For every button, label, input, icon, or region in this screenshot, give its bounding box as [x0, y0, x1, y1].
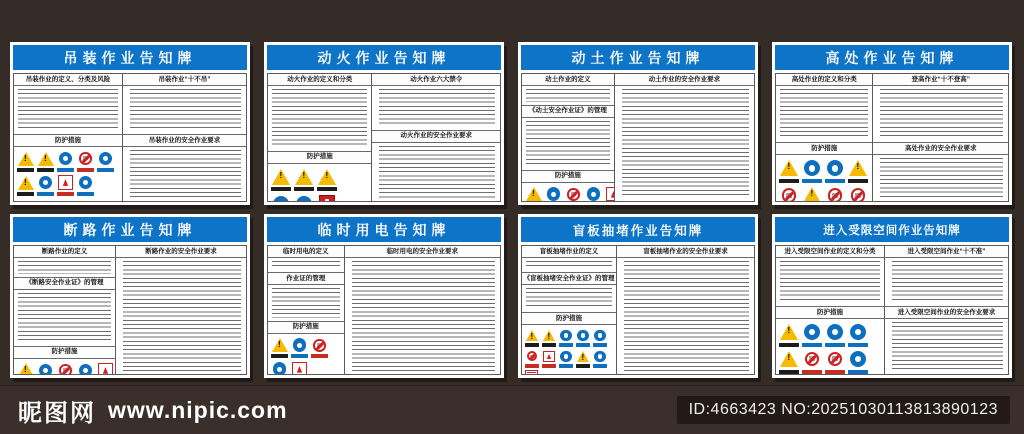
- section-header: 防护措施: [14, 134, 122, 147]
- site-logo-text: 昵图网: [18, 399, 96, 427]
- warning-triangle-icon: [525, 329, 539, 347]
- board-content: [13, 73, 247, 202]
- prohibition-red-circle-icon: [802, 350, 822, 374]
- body-text-lines: [624, 261, 749, 371]
- mandatory-blue-circle-icon: [802, 323, 822, 347]
- site-url-text: www.nipic.com: [108, 396, 288, 423]
- section: [123, 134, 246, 201]
- section: [522, 246, 616, 272]
- icon-caption-bar: [802, 343, 822, 347]
- mandatory-blue-circle-icon: [37, 175, 54, 196]
- prohibition-red-circle-icon: [779, 186, 799, 201]
- mandatory-blue-circle-icon: [825, 159, 845, 183]
- notice-board-earthwork: [518, 42, 758, 205]
- mandatory-blue-circle-icon: [802, 159, 822, 183]
- icon-caption-bar: [542, 343, 556, 347]
- board-content: [775, 73, 1009, 202]
- section: [615, 74, 754, 201]
- icon-row: [271, 194, 337, 201]
- icon-caption-bar: [291, 354, 308, 358]
- warning-triangle-icon: [271, 337, 288, 358]
- right-column: [615, 74, 754, 201]
- left-column: [14, 74, 123, 201]
- warning-triangle-icon: [17, 362, 34, 374]
- icon-caption-bar: [559, 343, 573, 347]
- mandatory-blue-circle-icon: [559, 329, 573, 347]
- section: [268, 151, 371, 201]
- icon-caption-bar: [576, 343, 590, 347]
- warning-triangle-icon: [17, 175, 34, 196]
- prohibition-red-circle-icon: [311, 337, 328, 358]
- icon-caption-bar: [525, 343, 539, 347]
- right-column: [873, 74, 1008, 201]
- icon-caption-bar: [97, 168, 114, 172]
- section: [617, 246, 754, 374]
- left-column: [268, 74, 372, 201]
- board-title: 吊装作业告知牌: [13, 45, 247, 70]
- right-column: [116, 246, 246, 374]
- icon-row: [779, 350, 868, 374]
- body-text-lines: [892, 261, 1003, 303]
- red-notice-sign-icon: [57, 175, 74, 196]
- safety-icons-area: [776, 155, 872, 201]
- section: [123, 74, 246, 134]
- section: [776, 142, 872, 201]
- icon-caption-bar: [825, 179, 845, 183]
- icon-row: [271, 167, 337, 191]
- notice-board-height-work: [772, 42, 1012, 205]
- icon-row: [525, 186, 614, 201]
- body-text-lines: [379, 89, 495, 127]
- red-notice-sign-icon: [542, 350, 556, 368]
- mandatory-blue-circle-icon: [825, 323, 845, 347]
- icon-row: [779, 159, 868, 183]
- board-title: 高处作业告知牌: [775, 45, 1009, 70]
- section-header: 临时用电的安全作业要求: [345, 246, 500, 258]
- section-header: 防护措施: [522, 312, 616, 325]
- warning-triangle-icon: [525, 186, 542, 201]
- icon-row: [779, 186, 868, 201]
- icon-caption-bar: [311, 354, 328, 358]
- icon-caption-bar: [77, 192, 94, 196]
- red-notice-sign-icon: [291, 361, 308, 374]
- section-header: 吊装作业的定义、分类及风险: [14, 74, 122, 86]
- safety-icons-area: [14, 359, 115, 374]
- section-header: 《动土安全作业证》的管理: [522, 105, 614, 118]
- icon-caption-bar: [779, 370, 799, 374]
- board-title: 断路作业告知牌: [13, 217, 247, 242]
- boards-grid: [10, 42, 1012, 378]
- prohibition-red-circle-icon: [565, 186, 582, 201]
- safety-icons-area: [268, 164, 371, 201]
- board-title: 盲板抽堵作业告知牌: [521, 217, 755, 242]
- warning-triangle-icon: [848, 159, 868, 183]
- body-text-lines: [780, 89, 868, 139]
- board-content: [267, 245, 501, 375]
- board-content: [521, 245, 755, 375]
- icon-caption-bar: [593, 364, 607, 368]
- watermark-bar: [0, 385, 1024, 434]
- icon-row: [271, 361, 308, 374]
- mandatory-blue-circle-icon: [57, 151, 74, 172]
- icon-row: [525, 371, 538, 374]
- section: [522, 170, 614, 201]
- warning-triangle-icon: [17, 151, 34, 172]
- left-column: [776, 74, 873, 201]
- icon-caption-bar: [848, 179, 868, 183]
- icon-caption-bar: [317, 187, 337, 191]
- section: [14, 277, 115, 346]
- notice-board-road-break: [10, 214, 250, 378]
- body-text-lines: [526, 121, 610, 167]
- section-header: 盲板抽堵作业的安全作业要求: [617, 246, 754, 258]
- mandatory-blue-circle-icon: [77, 175, 94, 196]
- body-text-lines: [130, 89, 241, 131]
- section: [885, 306, 1008, 374]
- icon-caption-bar: [593, 343, 607, 347]
- section: [873, 142, 1008, 201]
- icon-caption-bar: [779, 343, 799, 347]
- section: [372, 130, 500, 201]
- section-header: 防护措施: [268, 321, 344, 334]
- prohibition-red-circle-icon: [77, 151, 94, 172]
- section: [776, 306, 884, 374]
- icon-row: [271, 337, 328, 358]
- notice-board-temporary-power: [264, 214, 504, 378]
- section: [345, 246, 500, 374]
- section-header: 盲板抽堵作业的定义: [522, 246, 616, 258]
- mandatory-blue-circle-icon: [37, 362, 54, 374]
- body-text-lines: [130, 150, 241, 198]
- icon-row: [525, 329, 607, 347]
- body-text-lines: [18, 261, 111, 274]
- notice-board-confined-space: [772, 214, 1012, 378]
- section: [268, 321, 344, 374]
- icon-caption-bar: [77, 168, 94, 172]
- icon-caption-bar: [559, 364, 573, 368]
- warning-triangle-icon: [779, 159, 799, 183]
- notice-board-hot-work: [264, 42, 504, 205]
- board-title: 进入受限空间作业告知牌: [775, 217, 1009, 242]
- board-title: 临时用电告知牌: [267, 217, 501, 242]
- safety-icons-area: [522, 325, 616, 374]
- body-text-lines: [272, 288, 340, 317]
- warning-triangle-icon: [779, 350, 799, 374]
- section-header: 高处作业的定义和分类: [776, 74, 872, 86]
- section: [522, 312, 616, 374]
- section-header: 防护措施: [14, 346, 115, 359]
- icon-caption-bar: [542, 364, 556, 368]
- mandatory-blue-circle-icon: [294, 194, 314, 201]
- icon-caption-bar: [825, 370, 845, 374]
- mandatory-blue-circle-icon: [593, 350, 607, 368]
- body-text-lines: [272, 261, 340, 269]
- body-text-lines: [526, 261, 612, 269]
- section-header: 断路作业的定义: [14, 246, 115, 258]
- section: [14, 134, 122, 201]
- red-notice-sign-icon: [605, 186, 614, 201]
- left-column: [776, 246, 885, 374]
- icon-row: [17, 175, 94, 196]
- body-text-lines: [526, 288, 612, 309]
- safety-icons-area: [776, 319, 884, 374]
- icon-caption-bar: [17, 168, 34, 172]
- section-header: 防护措施: [522, 170, 614, 183]
- warning-triangle-icon: [779, 323, 799, 347]
- warning-triangle-icon: [294, 167, 314, 191]
- mandatory-blue-circle-icon: [545, 186, 562, 201]
- section-header: 临时用电的定义: [268, 246, 344, 258]
- board-content: [13, 245, 247, 375]
- section-header: 吊装作业的安全作业要求: [123, 134, 246, 147]
- icon-caption-bar: [576, 364, 590, 368]
- icon-caption-bar: [271, 187, 291, 191]
- left-column: [14, 246, 116, 374]
- body-text-lines: [780, 261, 880, 303]
- section-header: 断路作业的安全作业要求: [116, 246, 246, 258]
- section-header: 动土作业的安全作业要求: [615, 74, 754, 86]
- red-notice-sign-icon: [97, 362, 114, 374]
- prohibition-red-circle-icon: [848, 186, 868, 201]
- section: [522, 105, 614, 170]
- safety-icons-area: [268, 334, 344, 374]
- section-header: 《断路安全作业证》的管理: [14, 277, 115, 290]
- board-content: [775, 245, 1009, 375]
- section: [268, 246, 344, 272]
- body-text-lines: [880, 89, 1003, 139]
- section: [14, 246, 115, 277]
- prohibition-red-circle-icon: [525, 350, 539, 368]
- section-header: 防护措施: [776, 306, 884, 319]
- mandatory-blue-circle-icon: [576, 329, 590, 347]
- warning-triangle-icon: [576, 350, 590, 368]
- warning-triangle-icon: [802, 186, 822, 201]
- icon-caption-bar: [848, 370, 868, 374]
- section-header: 动火作业的定义和分类: [268, 74, 371, 86]
- prohibition-red-circle-icon: [825, 350, 845, 374]
- notice-board-blind-plate: [518, 214, 758, 378]
- section: [268, 74, 371, 151]
- icon-caption-bar: [848, 343, 868, 347]
- board-title: 动土作业告知牌: [521, 45, 755, 70]
- warning-triangle-icon: [37, 151, 54, 172]
- right-column: [123, 74, 246, 201]
- body-text-lines: [379, 146, 495, 198]
- mandatory-blue-circle-icon: [271, 194, 291, 201]
- section-header: 登高作业“十不登高”: [873, 74, 1008, 86]
- warning-triangle-icon: [271, 167, 291, 191]
- prohibition-red-circle-icon: [825, 186, 845, 201]
- section: [522, 74, 614, 105]
- section: [776, 74, 872, 142]
- section-header: 动土作业的定义: [522, 74, 614, 86]
- icon-caption-bar: [779, 179, 799, 183]
- section-header: 进入受限空间作业“十不准”: [885, 246, 1008, 258]
- section: [372, 74, 500, 130]
- mandatory-blue-circle-icon: [97, 151, 114, 172]
- body-text-lines: [18, 293, 111, 343]
- body-text-lines: [352, 261, 495, 371]
- section: [14, 346, 115, 374]
- body-text-lines: [892, 322, 1003, 371]
- notice-board-lifting: [10, 42, 250, 205]
- left-column: [268, 246, 345, 374]
- mandatory-blue-circle-icon: [271, 361, 288, 374]
- left-column: [522, 74, 615, 201]
- section-header: 《盲板抽堵安全作业证》的管理: [522, 272, 616, 285]
- mandatory-blue-circle-icon: [848, 350, 868, 374]
- right-column: [372, 74, 500, 201]
- icon-caption-bar: [294, 187, 314, 191]
- right-column: [617, 246, 754, 374]
- section-header: 作业证的管理: [268, 272, 344, 285]
- safety-icons-area: [522, 183, 614, 201]
- icon-caption-bar: [802, 370, 822, 374]
- left-column: [522, 246, 617, 374]
- icon-caption-bar: [271, 354, 288, 358]
- section-header: 动火作业六大禁令: [372, 74, 500, 86]
- red-stamp-icon: [525, 371, 538, 374]
- body-text-lines: [526, 89, 610, 102]
- mandatory-blue-circle-icon: [291, 337, 308, 358]
- board-content: [267, 73, 501, 202]
- icon-caption-bar: [57, 168, 74, 172]
- icon-caption-bar: [57, 192, 74, 196]
- icon-caption-bar: [525, 364, 539, 368]
- icon-row: [779, 323, 868, 347]
- icon-row: [17, 362, 114, 374]
- mandatory-blue-circle-icon: [848, 323, 868, 347]
- icon-caption-bar: [37, 192, 54, 196]
- right-column: [885, 246, 1008, 374]
- body-text-lines: [272, 89, 367, 148]
- body-text-lines: [622, 89, 749, 198]
- warning-triangle-icon: [542, 329, 556, 347]
- board-title: 动火作业告知牌: [267, 45, 501, 70]
- board-content: [521, 73, 755, 202]
- prohibition-red-circle-icon: [57, 362, 74, 374]
- fire-equipment-sign-icon: [317, 194, 337, 201]
- icon-caption-bar: [802, 179, 822, 183]
- section: [776, 246, 884, 306]
- icon-row: [525, 350, 607, 368]
- section-header: 进入受限空间作业的安全作业要求: [885, 306, 1008, 319]
- mandatory-blue-circle-icon: [559, 350, 573, 368]
- body-text-lines: [18, 89, 118, 131]
- section: [873, 74, 1008, 142]
- body-text-lines: [123, 261, 241, 371]
- section: [116, 246, 246, 374]
- right-column: [345, 246, 500, 374]
- body-text-lines: [880, 158, 1003, 198]
- section: [14, 74, 122, 134]
- section-header: 高处作业的安全作业要求: [873, 142, 1008, 155]
- section-header: 防护措施: [776, 142, 872, 155]
- mandatory-blue-circle-icon: [593, 329, 607, 347]
- safety-icons-area: [14, 147, 122, 201]
- section-header: 进入受限空间作业的定义和分类: [776, 246, 884, 258]
- icon-caption-bar: [825, 343, 845, 347]
- section-header: 动火作业的安全作业要求: [372, 130, 500, 143]
- section: [268, 272, 344, 320]
- section: [885, 246, 1008, 306]
- mandatory-blue-circle-icon: [77, 362, 94, 374]
- icon-row: [17, 151, 114, 172]
- icon-caption-bar: [17, 192, 34, 196]
- section: [522, 272, 616, 312]
- section-header: 吊装作业“十不吊”: [123, 74, 246, 86]
- icon-caption-bar: [37, 168, 54, 172]
- mandatory-blue-circle-icon: [585, 186, 602, 201]
- warning-triangle-icon: [317, 167, 337, 191]
- section-header: 防护措施: [268, 151, 371, 164]
- image-id-badge: ID:4663423 NO:20251030113813890123: [677, 396, 1010, 424]
